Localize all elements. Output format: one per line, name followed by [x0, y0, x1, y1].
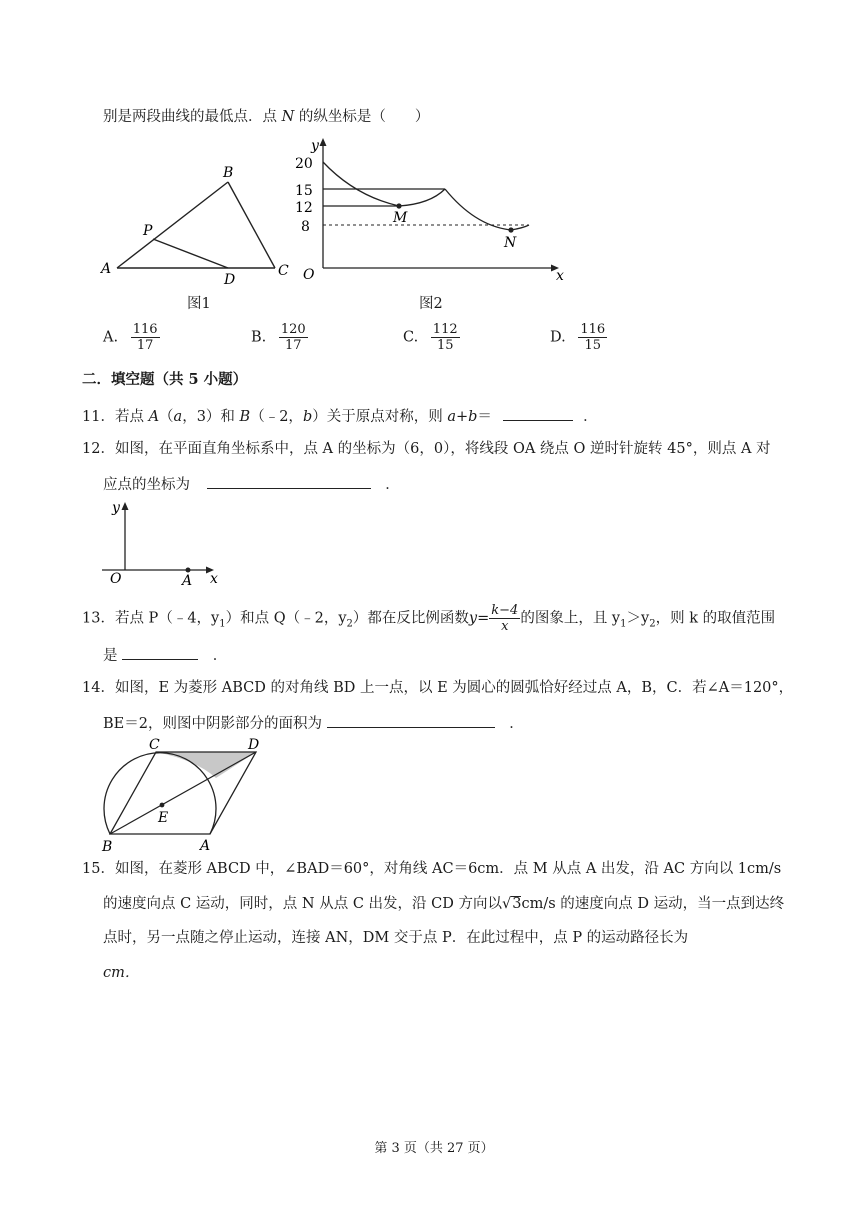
segment-ab	[117, 182, 228, 268]
y-axis-label: y	[311, 138, 319, 154]
q14-label-e: E	[158, 810, 169, 826]
question-12-line-1: 12．如图，在平面直角坐标系中，点 A 的坐标为（6，0），将线段 OA 绕点 O 逆时针旋转 45°，则点 A 对	[82, 441, 771, 457]
question-13-line-2: 是 ．	[103, 645, 227, 666]
option-c[interactable]: C. $\frac{112}{15}$	[403, 322, 458, 353]
tick-8: 8	[301, 219, 310, 235]
question-13-line-1: 13．若点 P（﹣4，$y_1$）和点 Q（﹣2，$y_2$）都在反比例函数y= $\frac{k-4}{x}$ 的图象上，且 $y_1>y_2$，则 k 的取值范围	[82, 603, 776, 634]
q14-rhombus-figure	[96, 734, 276, 852]
q14-label-b: B	[102, 839, 113, 852]
question-14-line-1: 14．如图，E 为菱形 ABCD 的对角线 BD 上一点，以 E 为圆心的圆弧恰好经过点 A，B，C．若∠A＝120°，	[82, 680, 794, 696]
q11-answer-blank[interactable]	[503, 406, 573, 421]
q14-answer-blank[interactable]	[327, 713, 495, 728]
curve-1	[323, 162, 445, 206]
label-a: A	[101, 261, 112, 277]
q12-point-a	[186, 568, 191, 573]
q14-point-e	[160, 803, 165, 808]
label-c: C	[278, 263, 289, 279]
option-c-fraction: $\frac{112}{15}$	[432, 322, 458, 353]
question-11: 11．若点 A（a，3）和 B（﹣2，b）关于原点对称，则 a+b＝ ．	[82, 406, 598, 427]
label-n: N	[504, 235, 517, 251]
question-14-line-2: BE＝2，则图中阴影部分的面积为 ．	[103, 713, 524, 734]
q12-x-label: x	[210, 571, 218, 587]
option-d[interactable]: D. $\frac{116}{15}$	[550, 322, 606, 353]
label-p: P	[143, 223, 153, 239]
point-m	[396, 203, 401, 208]
q12-y-label: y	[112, 500, 120, 516]
tick-12: 12	[295, 200, 313, 216]
tick-20: 20	[295, 156, 313, 172]
tick-15: 15	[295, 183, 313, 199]
q14-label-d: D	[248, 737, 260, 753]
figure-1-caption: 图1	[187, 296, 211, 312]
q13-answer-blank[interactable]	[122, 645, 198, 660]
q14-diagonal-bd	[110, 752, 256, 834]
q12-coordinate-figure	[98, 496, 228, 588]
segment-pd	[153, 239, 228, 268]
question-15-line-1: 15．如图，在菱形 ABCD 中，∠BAD＝60°，对角线 AC＝6cm．点 M 从点 A 出发，沿 AC 方向以 1cm/s	[82, 861, 782, 877]
figure-2-caption: 图2	[419, 296, 443, 312]
option-a[interactable]: A. $\frac{116}{17}$	[103, 322, 158, 353]
sqrt-symbol: √	[501, 896, 512, 912]
question-15-line-4: cm．	[103, 965, 140, 981]
q14-shaded-region	[156, 752, 256, 778]
q12-label-a: A	[182, 573, 193, 588]
question-15-line-2: 的速度向点 C 运动，同时，点 N 从点 C 出发，沿 CD 方向以√3cm/s 的速度向点 D 运动，当一点到达终	[103, 896, 785, 912]
label-b: B	[223, 165, 234, 181]
q12-y-arrow	[122, 502, 129, 510]
curve-2	[445, 189, 529, 230]
page-footer: 第 3 页（共 27 页）	[374, 1141, 494, 1156]
figure-1-triangle	[95, 160, 305, 290]
q14-label-a: A	[200, 838, 211, 852]
q10-stem-tail: 别是两段曲线的最低点．点 N 的纵坐标是（ ）	[103, 109, 430, 125]
option-d-fraction: $\frac{116}{15}$	[580, 322, 606, 353]
option-b-fraction: $\frac{120}{17}$	[280, 322, 306, 353]
question-15-line-3: 点时，另一点随之停止运动，连接 AN，DM 交于点 P．在此过程中，点 P 的运动路径长为	[103, 930, 689, 946]
option-b[interactable]: B. $\frac{120}{17}$	[251, 322, 306, 353]
figure-2-graph	[285, 136, 575, 284]
label-m: M	[393, 210, 408, 226]
point-n	[508, 227, 513, 232]
segment-bc	[228, 182, 275, 268]
option-a-fraction: $\frac{116}{17}$	[132, 322, 158, 353]
q14-label-c: C	[149, 737, 160, 753]
x-axis-label: x	[556, 268, 564, 284]
y-axis-arrow	[320, 138, 327, 146]
origin-label: O	[303, 267, 315, 283]
label-d: D	[224, 272, 236, 288]
section-heading-fill-in: 二．填空题（共 5 小题）	[82, 371, 248, 388]
question-12-line-2: 应点的坐标为 ．	[103, 474, 400, 495]
q12-origin-label: O	[110, 571, 122, 587]
q13-function-fraction: $\frac{k-4}{x}$	[491, 603, 519, 634]
q12-answer-blank[interactable]	[207, 474, 371, 489]
